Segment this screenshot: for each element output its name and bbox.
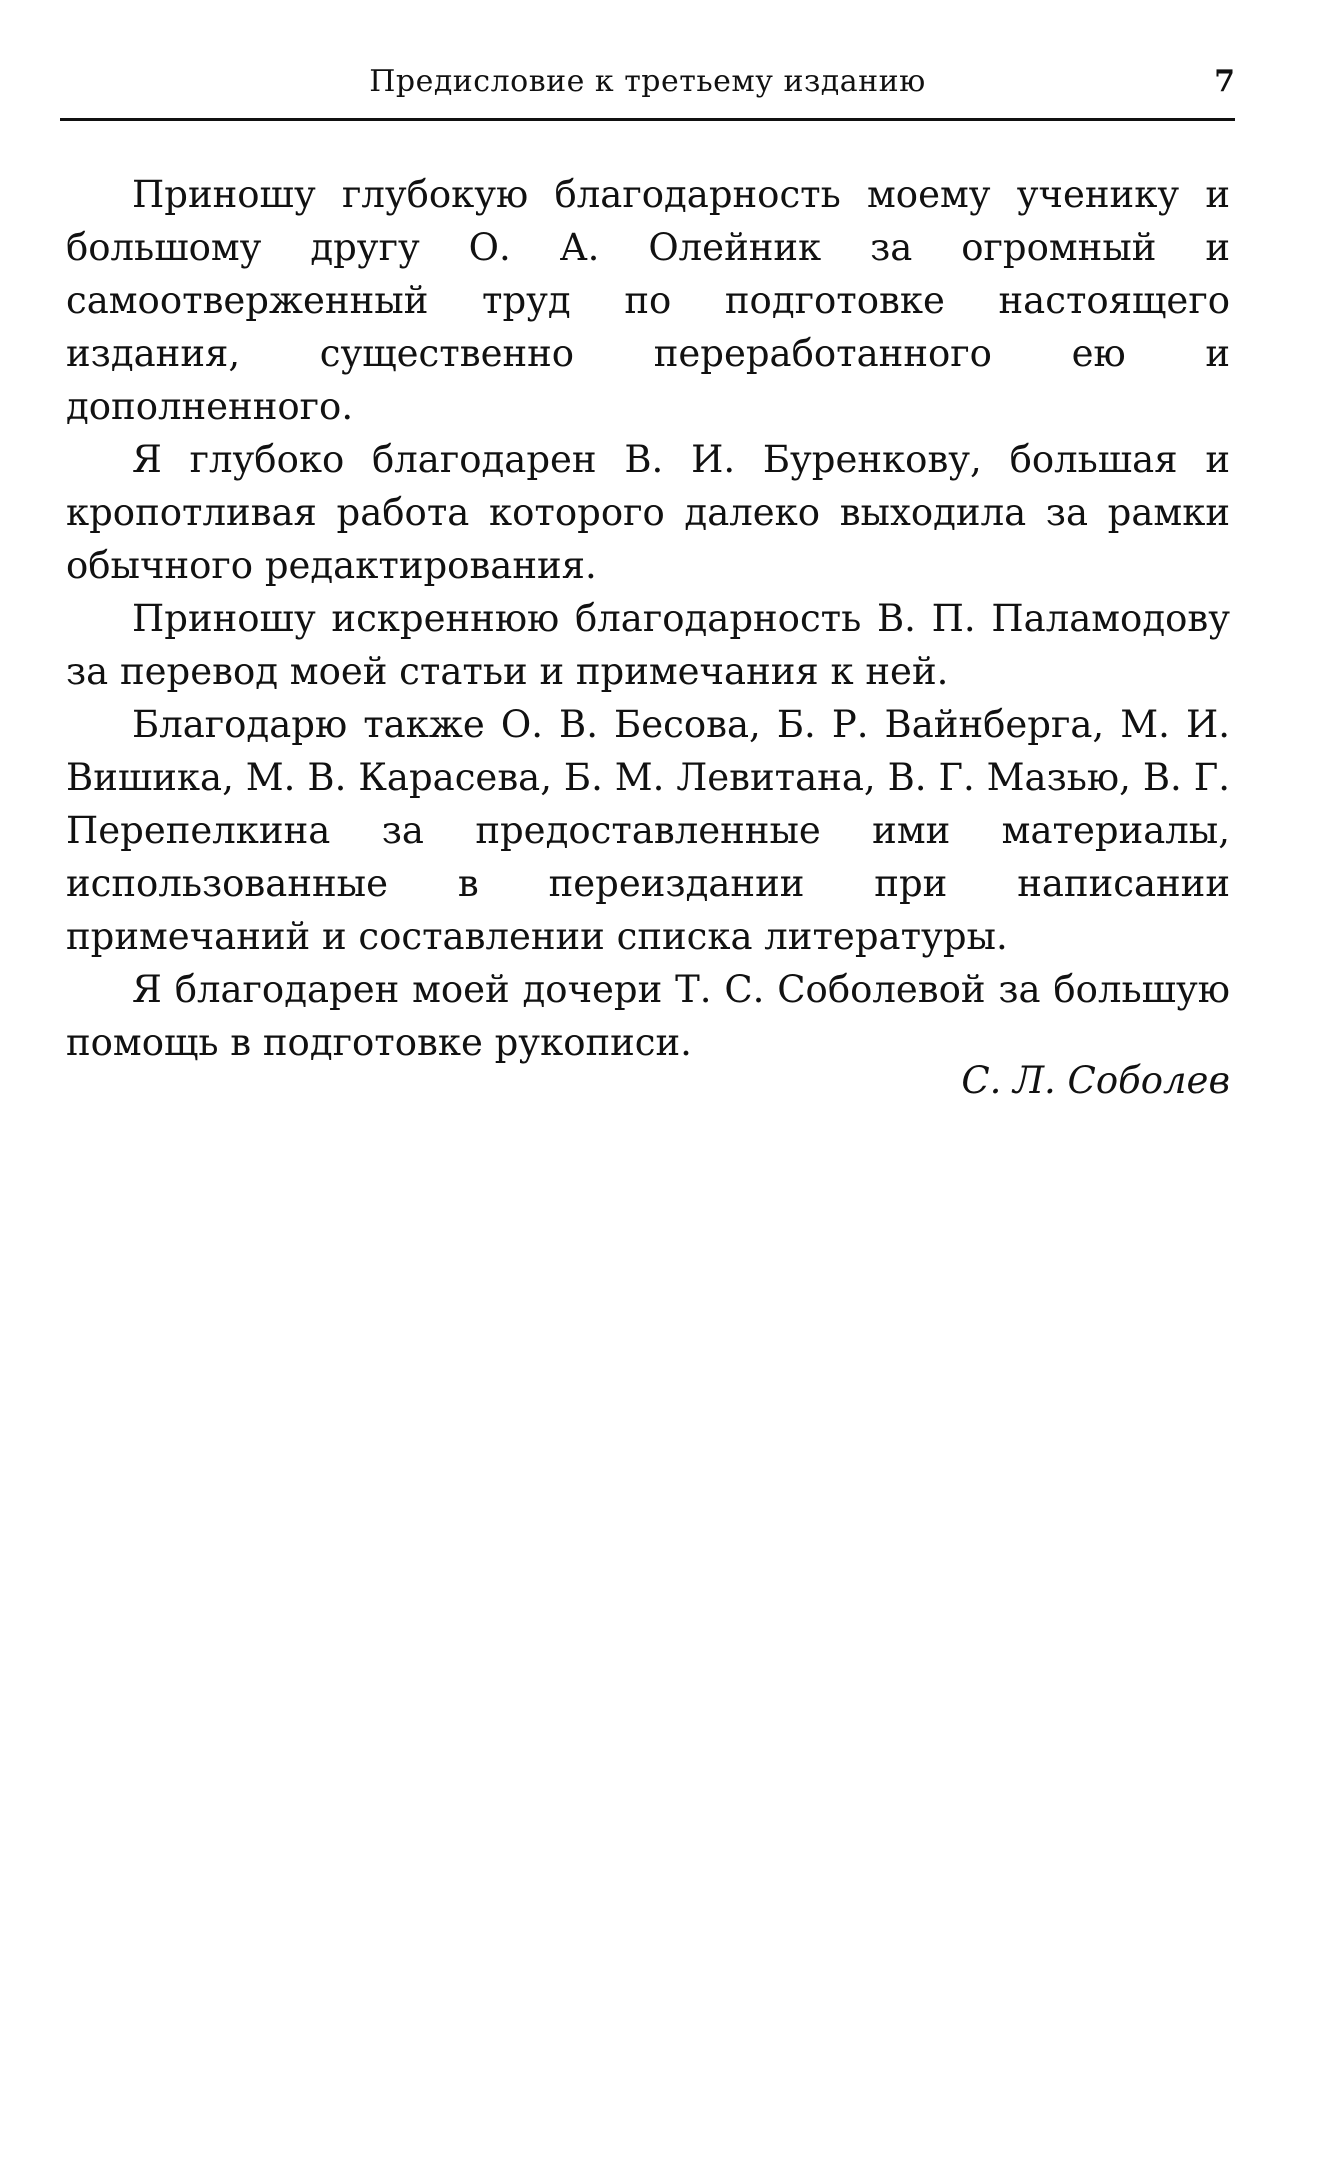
paragraph: Благодарю также О. В. Бесова, Б. Р. Вайнберга, М. И. Вишика, М. В. Карасева, Б. М. Левитана, В. Г. Мазью, В. Г. Перепелкина за предоставленные ими материалы, использованные в переиздании при написании примечаний и составлении списка литературы. <box>66 703 1230 958</box>
body-text <box>66 168 1230 1069</box>
page-number: 7 <box>1214 64 1235 99</box>
paragraph: Я благодарен моей дочери Т. С. Соболевой за большую помощь в подготовке рукописи. <box>66 968 1230 1064</box>
paragraph: Приношу искреннюю благодарность В. П. Паламодову за перевод моей статьи и примечания к ней. <box>66 597 1230 693</box>
paragraph: Приношу глубокую благодарность моему ученику и большому другу О. А. Олейник за огромный и самоотверженный труд по подготовке настоящего издания, существенно переработанного ею и дополненного. <box>66 173 1230 428</box>
author-signature: С. Л. Соболев <box>961 1059 1230 1102</box>
paragraph: Я глубоко благодарен В. И. Буренкову, большая и кропотливая работа которого далеко выходила за рамки обычного редактирования. <box>66 438 1230 587</box>
running-title: Предисловие к третьему изданию <box>369 64 926 99</box>
running-head <box>60 60 1235 120</box>
header-rule <box>60 118 1235 121</box>
